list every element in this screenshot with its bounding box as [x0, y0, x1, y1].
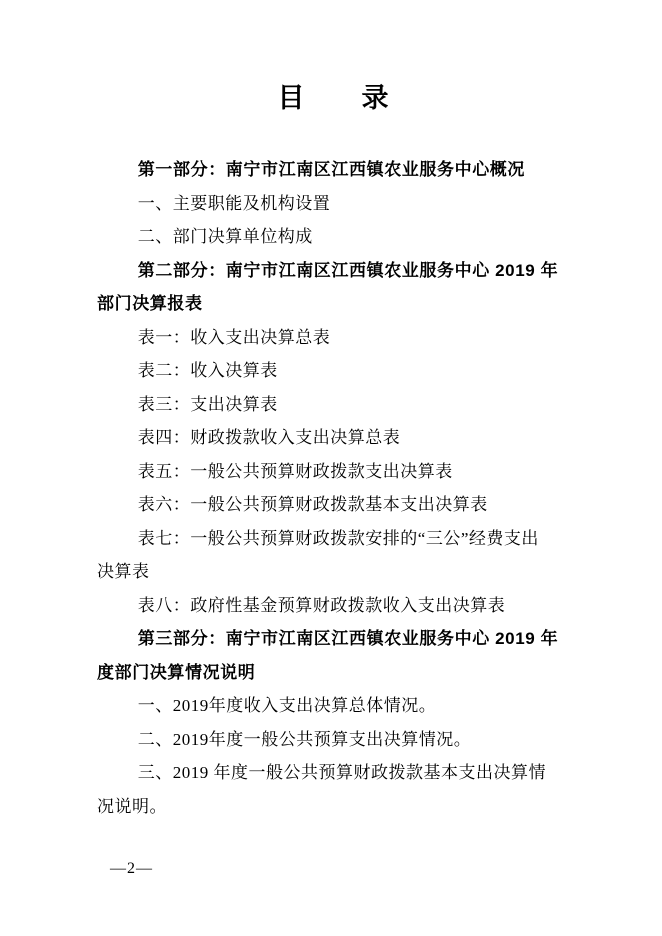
- toc-item: 二、部门决算单位构成: [137, 227, 313, 246]
- page-title: 目 录: [277, 83, 390, 113]
- toc-item: 表五：一般公共预算财政拨款支出决算表: [137, 461, 453, 481]
- toc-item: 表四：财政拨款收入支出决算总表: [137, 428, 401, 447]
- toc-item: 表一：收入支出决算总表: [137, 327, 331, 347]
- toc-item: 二、2019年度一般公共预算支出决算情况。: [137, 729, 472, 749]
- toc-item-continuation: 况说明。: [97, 796, 167, 816]
- table-of-contents: [97, 153, 570, 823]
- toc-section-2-heading: 第二部分：南宁市江南区江西镇农业服务中心 2019 年: [137, 260, 559, 280]
- toc-item: 一、2019年度收入支出决算总体情况。: [137, 696, 437, 715]
- page-number: —2—: [110, 860, 153, 877]
- toc-item: 一、主要职能及机构设置: [137, 193, 331, 213]
- toc-section-2-heading-continuation: 部门决算报表: [97, 294, 203, 313]
- toc-item: 表七：一般公共预算财政拨款安排的“三公”经费支出: [137, 528, 539, 548]
- toc-section-3-heading: 第三部分：南宁市江南区江西镇农业服务中心 2019 年: [137, 629, 559, 648]
- toc-item: 三、2019 年度一般公共预算财政拨款基本支出决算情: [137, 763, 547, 782]
- toc-item: 表八：政府性基金预算财政拨款收入支出决算表: [137, 595, 506, 615]
- toc-item: 表六：一般公共预算财政拨款基本支出决算表: [137, 495, 488, 514]
- toc-item-continuation: 决算表: [97, 562, 150, 581]
- toc-section-1-heading: 第一部分：南宁市江南区江西镇农业服务中心概况: [137, 160, 525, 179]
- toc-item: 表三：支出决算表: [137, 394, 278, 414]
- toc-item: 表二：收入决算表: [137, 361, 278, 380]
- toc-section-3-heading-continuation: 度部门决算情况说明: [97, 662, 256, 682]
